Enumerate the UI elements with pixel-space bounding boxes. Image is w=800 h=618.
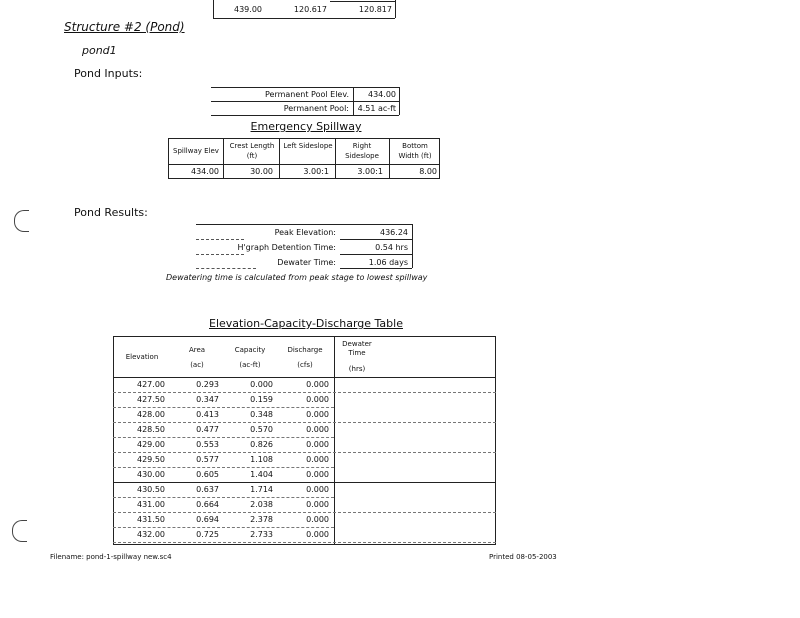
table-cell: 0.159 xyxy=(250,395,273,404)
table-row xyxy=(113,513,496,528)
table-cell: 0.570 xyxy=(250,425,273,434)
pond-name: pond1 xyxy=(82,44,117,57)
ecd-header-dewater-unit: (hrs) xyxy=(348,365,366,373)
ecd-header-elevation: Elevation xyxy=(125,353,159,361)
pond-result-label: Peak Elevation: xyxy=(274,228,336,237)
table-cell: 2.378 xyxy=(250,515,273,524)
table-cell: 0.000 xyxy=(306,380,329,389)
spillway-header: Bottom Width (ft) xyxy=(398,142,432,160)
table-cell: 1.714 xyxy=(250,485,273,494)
ecd-header-capacity: Capacity xyxy=(234,346,266,354)
pond-result-label: Dewater Time: xyxy=(277,258,336,267)
table-cell: 1.404 xyxy=(250,470,273,479)
table-cell: 0.725 xyxy=(196,530,219,539)
spillway-header: Right Sideslope xyxy=(345,142,379,160)
table-cell: 427.50 xyxy=(137,395,165,404)
table-cell: 0.000 xyxy=(306,515,329,524)
table-cell: 0.000 xyxy=(306,395,329,404)
table-cell: 0.826 xyxy=(250,440,273,449)
spillway-header: Crest Length (ft) xyxy=(229,142,275,160)
table-cell: 431.50 xyxy=(137,515,165,524)
pond-inputs-heading: Pond Inputs: xyxy=(74,67,143,80)
table-cell: 0.348 xyxy=(250,410,273,419)
pond-input-value: 434.00 xyxy=(368,90,396,99)
table-cell: 2.733 xyxy=(250,530,273,539)
binder-hole xyxy=(12,520,27,542)
table-cell: 431.00 xyxy=(137,500,165,509)
dewatering-note: Dewatering time is calculated from peak stage to lowest spillway xyxy=(166,273,428,282)
table-cell: 0.413 xyxy=(196,410,219,419)
top-table-cell: 120.617 xyxy=(293,5,327,14)
table-cell: 430.50 xyxy=(137,485,165,494)
table-row xyxy=(113,498,496,513)
emergency-spillway-title: Emergency Spillway xyxy=(250,120,362,133)
table-cell: 0.293 xyxy=(196,380,219,389)
emergency-spillway-table xyxy=(168,138,440,179)
ecd-header-dewater: Dewater Time xyxy=(342,340,372,357)
ecd-header-capacity-unit: (ac-ft) xyxy=(239,361,261,369)
ecd-header-area-unit: (ac) xyxy=(190,361,204,369)
spillway-header: Left Sideslope xyxy=(283,142,333,150)
table-cell: 0.664 xyxy=(196,500,219,509)
footer-printed: Printed 08-05-2003 xyxy=(489,553,557,561)
table-row xyxy=(113,438,496,453)
table-cell: 432.00 xyxy=(137,530,165,539)
ecd-table-title: Elevation-Capacity-Discharge Table xyxy=(209,317,403,330)
spillway-value: 30.00 xyxy=(250,167,273,176)
table-row xyxy=(113,408,496,423)
top-table-cell: 120.817 xyxy=(358,5,392,14)
table-row xyxy=(113,453,496,468)
table-cell: 0.000 xyxy=(306,410,329,419)
pond-result-value: 436.24 xyxy=(380,228,408,237)
pond-result-value: 1.06 days xyxy=(368,258,408,267)
spillway-value: 3.00:1 xyxy=(357,167,383,176)
binder-hole xyxy=(14,210,29,232)
ecd-table xyxy=(113,336,496,544)
table-cell: 0.605 xyxy=(196,470,219,479)
row-divider xyxy=(113,542,496,543)
pond-input-label: Permanent Pool: xyxy=(283,104,349,113)
table-row xyxy=(113,468,496,483)
pond-result-label: H'graph Detention Time: xyxy=(237,243,336,252)
spillway-value: 3.00:1 xyxy=(303,167,329,176)
table-cell: 0.000 xyxy=(306,425,329,434)
table-cell: 2.038 xyxy=(250,500,273,509)
table-cell: 0.000 xyxy=(306,440,329,449)
pond-result-value: 0.54 hrs xyxy=(375,243,408,252)
footer-filename: Filename: pond-1-spillway new.sc4 xyxy=(50,553,172,561)
ecd-header-discharge-unit: (cfs) xyxy=(297,361,313,369)
table-row xyxy=(113,483,496,498)
table-cell: 1.108 xyxy=(250,455,273,464)
table-cell: 0.553 xyxy=(196,440,219,449)
spillway-header: Spillway Elev xyxy=(173,147,219,155)
table-cell: 0.694 xyxy=(196,515,219,524)
table-row xyxy=(113,393,496,408)
table-cell: 0.000 xyxy=(306,500,329,509)
table-cell: 0.000 xyxy=(306,455,329,464)
pond-input-value: 4.51 ac-ft xyxy=(357,104,396,113)
table-cell: 0.347 xyxy=(196,395,219,404)
table-row xyxy=(113,423,496,438)
table-cell: 429.00 xyxy=(137,440,165,449)
table-cell: 0.637 xyxy=(196,485,219,494)
ecd-header-area: Area xyxy=(188,346,206,354)
table-cell: 428.00 xyxy=(137,410,165,419)
table-cell: 0.000 xyxy=(306,530,329,539)
table-cell: 430.00 xyxy=(137,470,165,479)
table-cell: 0.000 xyxy=(306,485,329,494)
table-cell: 0.577 xyxy=(196,455,219,464)
spillway-value: 8.00 xyxy=(419,167,437,176)
structure-title: Structure #2 (Pond) xyxy=(64,20,185,34)
table-row xyxy=(113,378,496,393)
table-cell: 427.00 xyxy=(137,380,165,389)
table-row xyxy=(113,528,496,543)
pond-results-heading: Pond Results: xyxy=(74,206,148,219)
pond-input-label: Permanent Pool Elev. xyxy=(265,90,349,99)
top-table-cell: 439.00 xyxy=(234,5,262,14)
spillway-value: 434.00 xyxy=(191,167,219,176)
table-cell: 428.50 xyxy=(137,425,165,434)
table-cell: 429.50 xyxy=(137,455,165,464)
table-cell: 0.000 xyxy=(306,470,329,479)
table-cell: 0.000 xyxy=(250,380,273,389)
ecd-header-discharge: Discharge xyxy=(287,346,323,354)
table-cell: 0.477 xyxy=(196,425,219,434)
